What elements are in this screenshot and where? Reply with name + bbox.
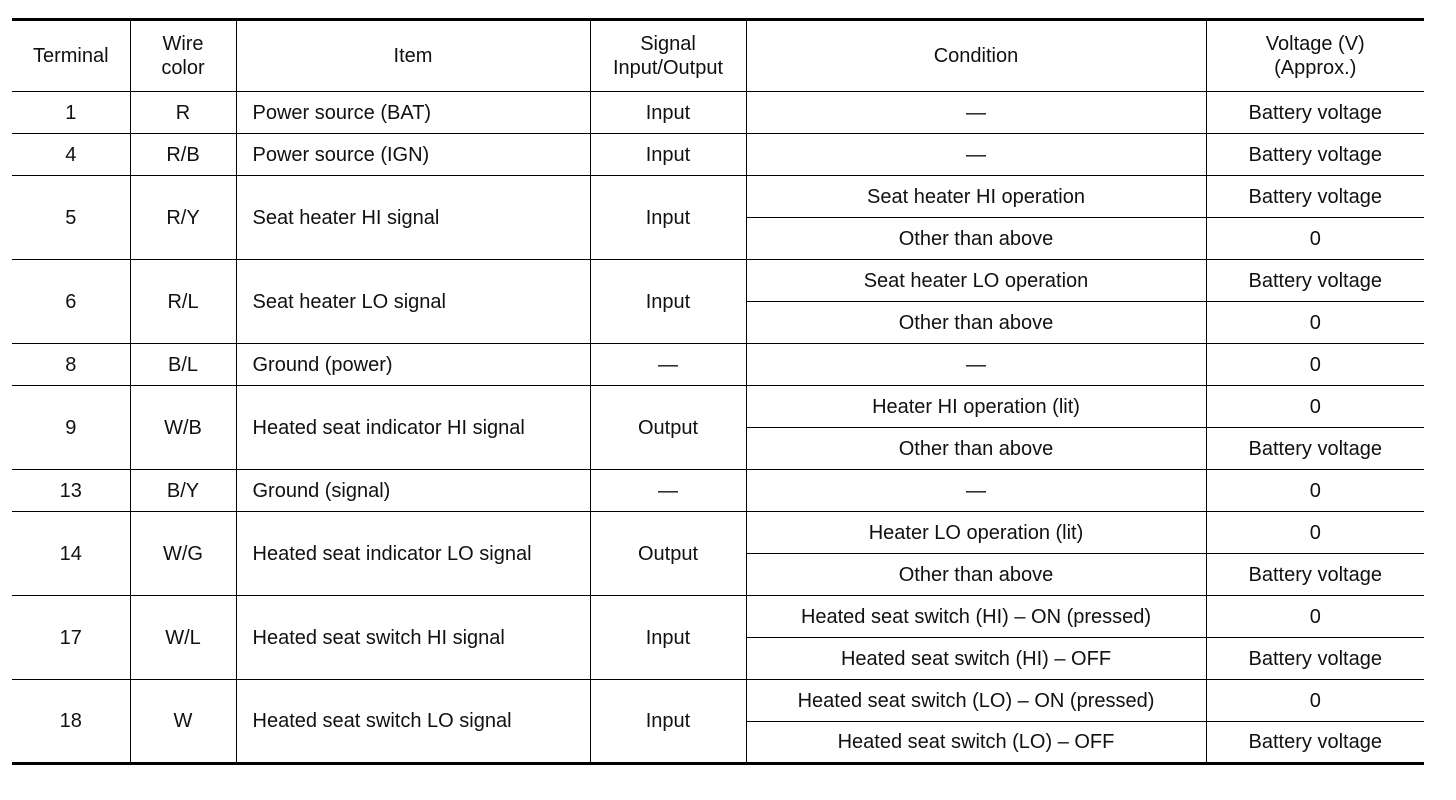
terminal-cell: 17 <box>12 596 130 680</box>
condition-cell: — <box>746 92 1206 134</box>
item-cell: Seat heater LO signal <box>236 260 590 344</box>
header-condition: Condition <box>746 20 1206 92</box>
table-row <box>12 470 1424 512</box>
terminal-cell: 18 <box>12 680 130 764</box>
condition-cell: — <box>746 344 1206 386</box>
signal-io-cell: — <box>590 470 746 512</box>
condition-cell: Heated seat switch (HI) – OFF <box>746 638 1206 680</box>
table-body <box>12 92 1424 764</box>
item-cell: Heated seat switch HI signal <box>236 596 590 680</box>
voltage-cell: Battery voltage <box>1206 722 1424 764</box>
voltage-cell: 0 <box>1206 512 1424 554</box>
wire-color-cell: W <box>130 680 236 764</box>
terminal-cell: 14 <box>12 512 130 596</box>
voltage-cell: 0 <box>1206 596 1424 638</box>
wire-color-cell: R/Y <box>130 176 236 260</box>
header-row <box>12 20 1424 92</box>
signal-io-cell: Input <box>590 596 746 680</box>
condition-cell: Heater LO operation (lit) <box>746 512 1206 554</box>
voltage-cell: Battery voltage <box>1206 638 1424 680</box>
condition-cell: Heated seat switch (LO) – OFF <box>746 722 1206 764</box>
voltage-cell: Battery voltage <box>1206 260 1424 302</box>
header-signal-io: Signal Input/Output <box>590 20 746 92</box>
condition-cell: Other than above <box>746 218 1206 260</box>
signal-io-cell: Input <box>590 260 746 344</box>
item-cell: Heated seat indicator LO signal <box>236 512 590 596</box>
header-item: Item <box>236 20 590 92</box>
header-voltage: Voltage (V) (Approx.) <box>1206 20 1424 92</box>
wire-color-cell: R/B <box>130 134 236 176</box>
table-row <box>12 134 1424 176</box>
voltage-cell: Battery voltage <box>1206 554 1424 596</box>
table-row <box>12 386 1424 428</box>
condition-cell: Heater HI operation (lit) <box>746 386 1206 428</box>
voltage-cell: 0 <box>1206 386 1424 428</box>
signal-io-cell: Input <box>590 134 746 176</box>
header-terminal: Terminal <box>12 20 130 92</box>
voltage-cell: 0 <box>1206 680 1424 722</box>
voltage-cell: Battery voltage <box>1206 92 1424 134</box>
signal-io-cell: Output <box>590 386 746 470</box>
table-row <box>12 176 1424 218</box>
table-row <box>12 512 1424 554</box>
signal-io-cell: Input <box>590 680 746 764</box>
item-cell: Seat heater HI signal <box>236 176 590 260</box>
condition-cell: — <box>746 134 1206 176</box>
signal-io-cell: Output <box>590 512 746 596</box>
terminal-cell: 5 <box>12 176 130 260</box>
voltage-cell: 0 <box>1206 344 1424 386</box>
voltage-cell: Battery voltage <box>1206 428 1424 470</box>
condition-cell: — <box>746 470 1206 512</box>
voltage-cell: Battery voltage <box>1206 134 1424 176</box>
condition-cell: Other than above <box>746 302 1206 344</box>
terminal-cell: 8 <box>12 344 130 386</box>
voltage-cell: 0 <box>1206 218 1424 260</box>
condition-cell: Other than above <box>746 428 1206 470</box>
condition-cell: Heated seat switch (LO) – ON (pressed) <box>746 680 1206 722</box>
item-cell: Ground (signal) <box>236 470 590 512</box>
item-cell: Heated seat indicator HI signal <box>236 386 590 470</box>
item-cell: Ground (power) <box>236 344 590 386</box>
item-cell: Heated seat switch LO signal <box>236 680 590 764</box>
table-row <box>12 92 1424 134</box>
terminal-cell: 6 <box>12 260 130 344</box>
terminal-cell: 13 <box>12 470 130 512</box>
table-header <box>12 20 1424 92</box>
table-row <box>12 596 1424 638</box>
signal-io-cell: Input <box>590 92 746 134</box>
signal-io-cell: — <box>590 344 746 386</box>
signal-io-cell: Input <box>590 176 746 260</box>
wire-color-cell: B/L <box>130 344 236 386</box>
wire-color-cell: W/L <box>130 596 236 680</box>
voltage-cell: 0 <box>1206 302 1424 344</box>
item-cell: Power source (BAT) <box>236 92 590 134</box>
terminal-cell: 1 <box>12 92 130 134</box>
wire-color-cell: W/B <box>130 386 236 470</box>
item-cell: Power source (IGN) <box>236 134 590 176</box>
table-row <box>12 260 1424 302</box>
condition-cell: Heated seat switch (HI) – ON (pressed) <box>746 596 1206 638</box>
terminal-cell: 9 <box>12 386 130 470</box>
terminal-cell: 4 <box>12 134 130 176</box>
terminal-table <box>12 18 1424 765</box>
wire-color-cell: B/Y <box>130 470 236 512</box>
table-row <box>12 344 1424 386</box>
wire-color-cell: R/L <box>130 260 236 344</box>
condition-cell: Seat heater LO operation <box>746 260 1206 302</box>
condition-cell: Other than above <box>746 554 1206 596</box>
condition-cell: Seat heater HI operation <box>746 176 1206 218</box>
table-row <box>12 680 1424 722</box>
voltage-cell: 0 <box>1206 470 1424 512</box>
wire-color-cell: R <box>130 92 236 134</box>
voltage-cell: Battery voltage <box>1206 176 1424 218</box>
header-wire-color: Wire color <box>130 20 236 92</box>
wire-color-cell: W/G <box>130 512 236 596</box>
